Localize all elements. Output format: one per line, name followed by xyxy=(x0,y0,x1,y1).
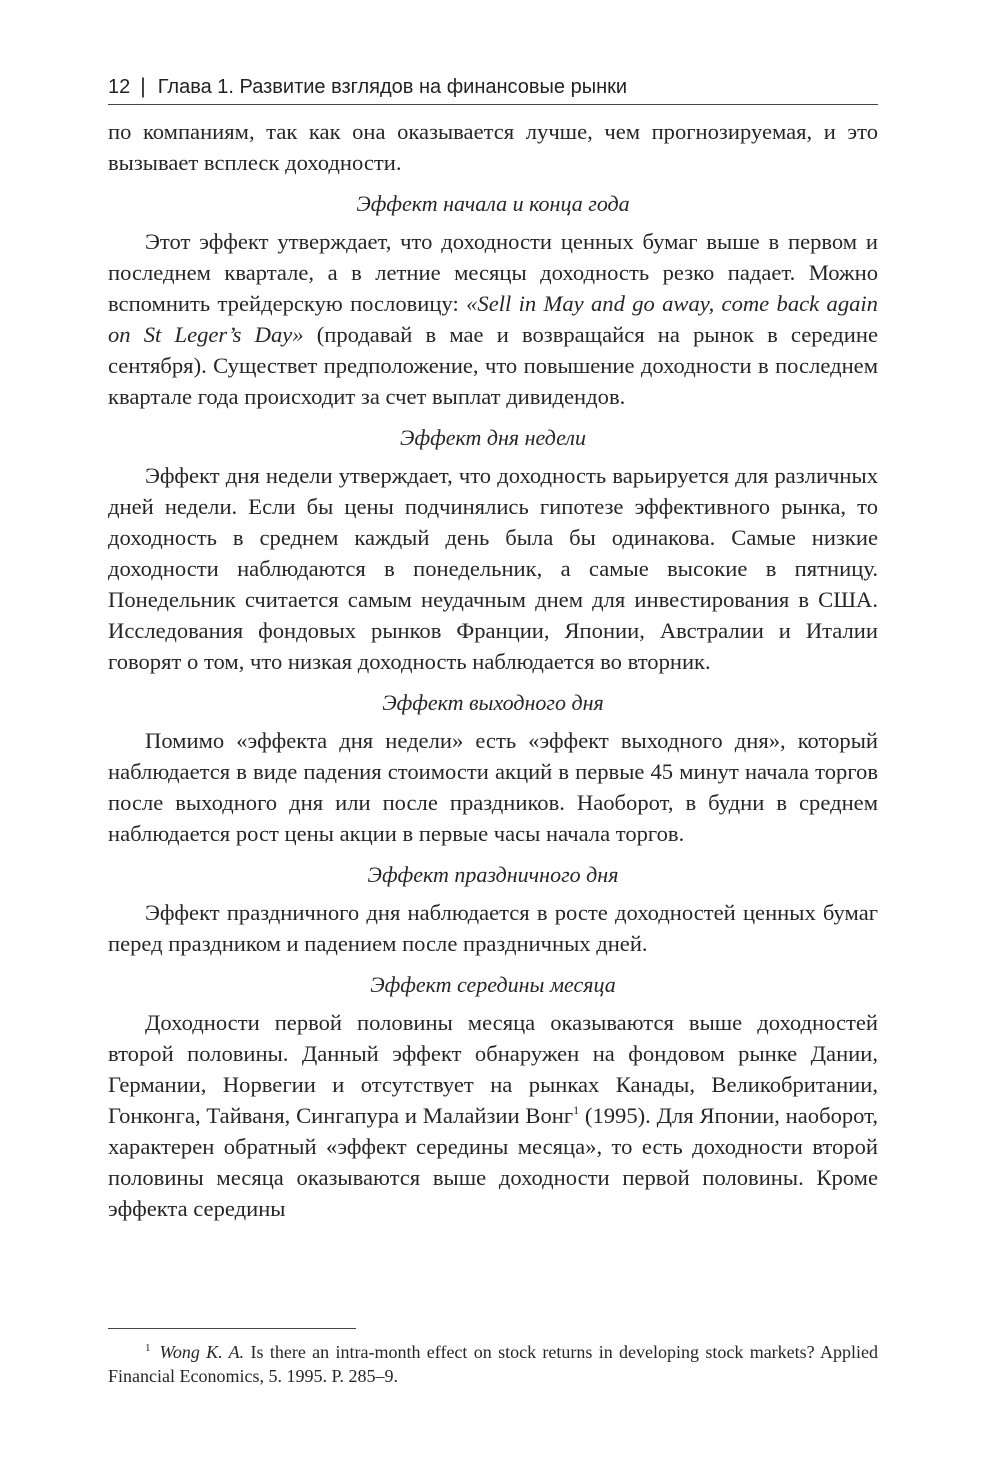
footnote-reference[interactable]: 1 xyxy=(573,1103,580,1117)
running-header xyxy=(108,70,878,105)
section-heading-mid-month-effect: Эффект середины месяца xyxy=(370,972,616,997)
paragraph-text: (1995). Для Японии, наоборот, характерен обратный «эффект середины месяца», то есть доходности второй половины месяца оказываются выше доходности первой половины. Кроме эффекта середины xyxy=(108,1103,878,1221)
section-heading-weekday-effect: Эффект дня недели xyxy=(400,425,586,450)
footnote-number: 1 xyxy=(145,1342,151,1354)
paragraph-text: Доходности первой половины месяца оказываются выше доходностей второй половины. Данный эффект обнаружен на фондовом рынке Дании, Германии, Норвегии и отсутствует на рынках Канады, Великобритании, Гонконга, Тайваня, Сингапура и Малайзии Вонг xyxy=(108,1010,878,1128)
paragraph-holiday-effect: Эффект праздничного дня наблюдается в росте доходностей ценных бумаг перед праздником и падением после праздничных дней. xyxy=(108,900,878,956)
footnote-divider xyxy=(108,1328,356,1329)
footnote-text: Is there an intra-month effect on stock returns in developing stock markets? Applied Financial Economics, 5. 1995. P. 285–9. xyxy=(108,1342,878,1386)
chapter-title: Глава 1. Развитие взглядов на финансовые рынки xyxy=(157,75,628,98)
paragraph-text: (продавай в мае и возвращайся на рынок в середине сентября). Существет предположение, что повышение доходности в последнем квартале года происходит за счет выплат дивидендов. xyxy=(108,322,878,409)
paragraph-weekend-effect: Помимо «эффекта дня недели» есть «эффект выходного дня», который наблюдается в виде падения стоимости акций в первые 45 минут начала торгов после выходного дня или после праздников. Наоборот, в будни в среднем наблюдается рост цены акции в первые часы начала торгов. xyxy=(108,728,878,846)
trader-proverb-quote: «Sell in May and go away, come back again on St Leger’s Day» xyxy=(108,291,878,347)
intro-paragraph: по компаниям, так как она оказывается лучше, чем прогнозируемая, и это вызывает всплеск доходности. xyxy=(108,119,878,175)
paragraph-text: Этот эффект утверждает, что доходности ценных бумаг выше в первом и последнем квартале, а в летние месяцы доходность резко падает. Можно вспомнить трейдерскую пословицу: xyxy=(108,229,878,316)
page-number: 12 xyxy=(108,75,131,98)
header-separator: | xyxy=(140,75,146,98)
paragraph-year-effect xyxy=(108,226,878,412)
paragraph-mid-month-effect xyxy=(108,1007,878,1224)
section-heading-year-effect: Эффект начала и конца года xyxy=(356,191,630,216)
section-heading-weekend-effect: Эффект выходного дня xyxy=(382,690,604,715)
paragraph-weekday-effect: Эффект дня недели утверждает, что доходность варьируется для различных дней недели. Если бы цены подчинялись гипотезе эффективного рынка, то доходность в среднем каждый день была бы одинакова. Самые низкие доходности наблюдаются в понедельник, а самые высокие в пятницу. Понедельник считается самым неудачным днем для инвестирования в США. Исследования фондовых рынков Франции, Японии, Австралии и Италии говорят о том, что низкая доходность наблюдается во вторник. xyxy=(108,463,878,674)
footnote-author: Wong K. A. xyxy=(159,1342,245,1362)
page-body xyxy=(108,116,878,1224)
section-heading-holiday-effect: Эффект праздничного дня xyxy=(367,862,619,887)
footnote xyxy=(108,1340,878,1388)
